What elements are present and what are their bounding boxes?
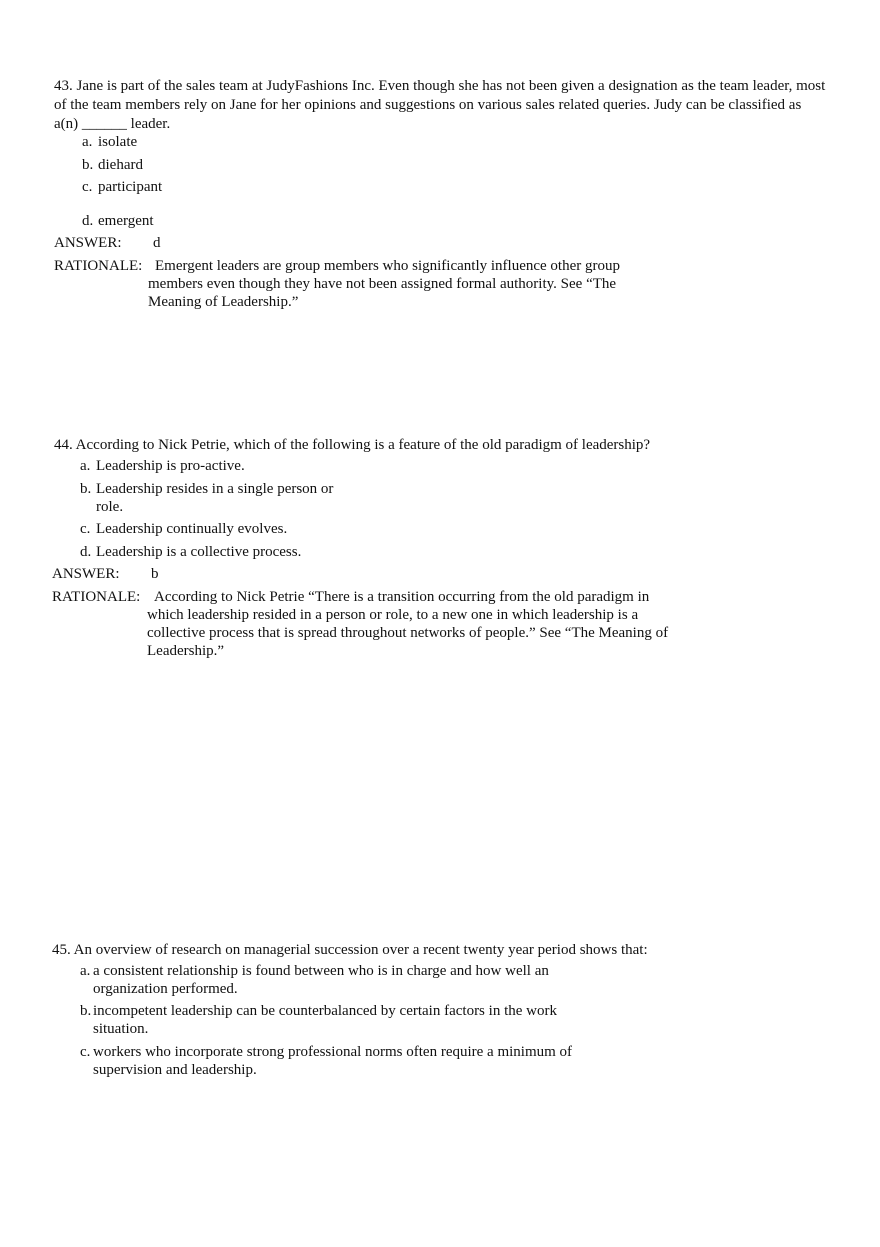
option-letter: c. [80, 521, 91, 537]
question-stem: 45. An overview of research on managerial succession over a recent twenty year period shows that: [52, 942, 648, 958]
option-text: Leadership is a collective process. [96, 544, 302, 560]
option-text: workers who incorporate strong professional norms often require a minimum of supervision and leadership. [93, 1044, 573, 1078]
question-stem: 43. Jane is part of the sales team at JudyFashions Inc. Even though she has not been given a designation as the team leader, most of the team members rely on Jane for her opinions and suggestions on various sales related queries. Judy can be classified as a(n) ______ leader. [54, 78, 826, 132]
option-letter: a. [80, 458, 91, 474]
option-text: Leadership is pro-active. [96, 458, 245, 474]
option-letter: d. [82, 213, 94, 229]
option-text: isolate [98, 134, 138, 150]
option-a [82, 133, 382, 151]
option-text: a consistent relationship is found between who is in charge and how well an organization performed. [93, 963, 549, 997]
option-b [80, 480, 352, 516]
option-letter: a. [82, 134, 93, 150]
option-letter: c. [80, 1044, 91, 1060]
option-letter: a. [80, 963, 91, 979]
option-c [80, 1043, 610, 1079]
option-letter: c. [82, 179, 93, 195]
option-letter: b. [80, 481, 92, 497]
option-letter: b. [82, 157, 94, 173]
answer-row [52, 565, 352, 584]
rationale-label: RATIONALE: [54, 258, 143, 274]
option-d [82, 212, 382, 230]
rationale-text: Emergent leaders are group members who significantly influence other group members even though they have not been assigned formal authority. See “The Meaning of Leadership.” [148, 258, 620, 310]
answer-value: b [151, 566, 159, 582]
answer-label: ANSWER: [52, 566, 120, 582]
option-d [80, 543, 380, 561]
option-c [82, 178, 382, 196]
option-a [80, 457, 380, 475]
option-b [80, 1002, 590, 1038]
rationale-text: According to Nick Petrie “There is a transition occurring from the old paradigm in which leadership resided in a person or role, to a new one in which leadership is a collective process that is spread throughout networks of people.” See “The Meaning of Leadership.” [147, 589, 669, 659]
option-letter: b. [80, 1003, 92, 1019]
answer-value: d [153, 235, 161, 251]
option-text: emergent [98, 213, 154, 229]
question-stem: 44. According to Nick Petrie, which of the following is a feature of the old paradigm of leadership? [54, 437, 651, 453]
option-text: diehard [98, 157, 143, 173]
answer-label: ANSWER: [54, 235, 122, 251]
option-letter: d. [80, 544, 92, 560]
option-text: participant [98, 179, 163, 195]
option-c [80, 520, 380, 538]
rationale-label: RATIONALE: [52, 589, 141, 605]
option-text: Leadership continually evolves. [96, 521, 288, 537]
option-b [82, 156, 382, 174]
option-a [80, 962, 580, 998]
option-text: Leadership resides in a single person or role. [96, 481, 334, 515]
option-text: incompetent leadership can be counterbalanced by certain factors in the work situation. [93, 1003, 557, 1037]
answer-row [54, 234, 354, 253]
